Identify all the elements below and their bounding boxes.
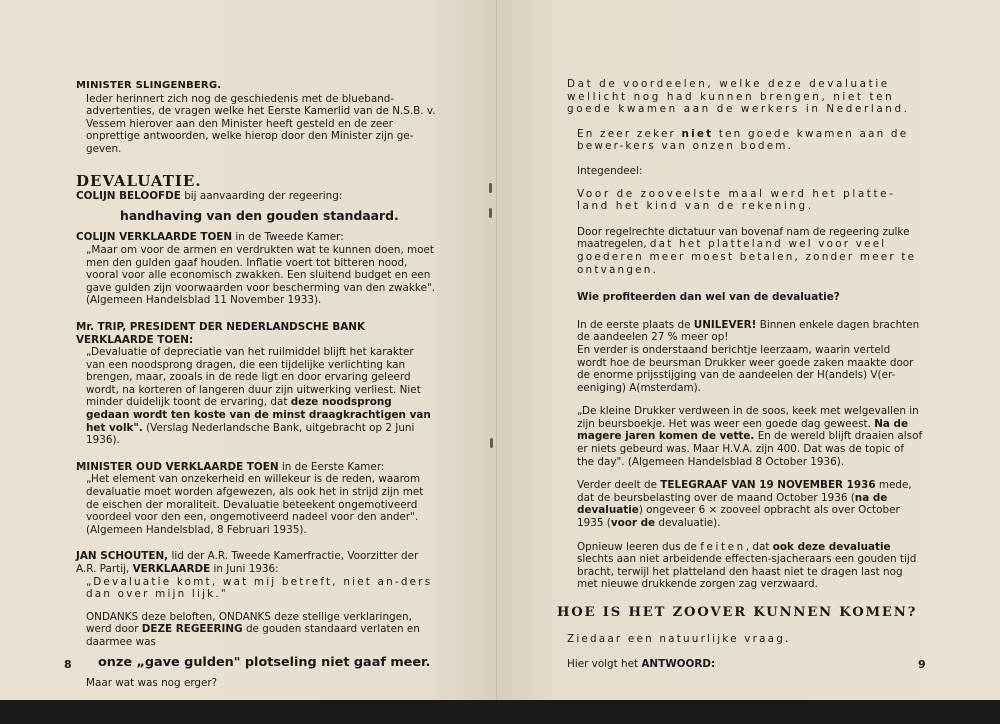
integendeel: Integendeel:: [577, 164, 643, 177]
right-p1: Dat de voordeelen, welke deze devaluatie wellicht nog had kunnen brengen, niet ten goede kwamen aan de werkers in Nederland.: [567, 78, 910, 116]
right-p8-bold: ook deze devaluatie: [772, 540, 891, 553]
ondanks-a: ONDANKS deze beloften, ONDANKS deze stellige verklaringen, werd door: [86, 610, 412, 636]
right-p6-bold: Na de magere jaren komen de vette.: [577, 417, 908, 443]
trip-quote-a: „Devaluatie of depreciatie van het ruilmiddel blijft het karakter van een noodsprong dragen, die een tijdelijke verlichting kan brengen, maar, zooals in de rede ligt en door ervaring geleerd wordt, na korteren of langeren duur zijn uitwerking verliest. Niet minder duidelijk toont de ervaring, dat: [86, 346, 421, 409]
right-p5: [567, 319, 923, 344]
closing-question: Maar wat was nog erger?: [86, 677, 218, 690]
right-p8-b: , dat: [745, 540, 773, 553]
section-title: DEVALUATIE.: [76, 171, 202, 190]
schouten-rest: lid der A.R. Tweede Kamerfractie, Voorzitter der A.R. Partij,: [76, 550, 419, 575]
left-page-text: [76, 80, 436, 690]
telegraaf: TELEGRAAF VAN 19 NOVEMBER 1936: [660, 479, 876, 492]
right-p2-b: ten goede kwamen aan de bewer-kers van onzen bodem.: [577, 127, 909, 153]
schouten-heading: [76, 550, 436, 575]
colijn2-rest: in de Tweede Kamer:: [232, 231, 344, 244]
right-p3: Voor de zooveelste maal werd het platte-land het kind van de rekening.: [577, 187, 896, 213]
left-page: [0, 0, 497, 700]
oud-heading: [76, 461, 436, 474]
right-p6-a: „De kleine Drukker verdween in de soos, keek met welgevallen in zijn beursboekje. Het was weer een goede dag geweest.: [577, 405, 919, 430]
ondanks-bold: DEZE REGEERING: [141, 623, 243, 636]
page-number-left: 8: [64, 658, 72, 671]
colijn-promise-line: [76, 190, 436, 203]
right-p5c: En verder is onderstaand berichtje leerzaam, waarin verteld wordt hoe de beursman Drukker weer goede zaken maakte door de enorme prijsstijging van de aandeelen der H(andels) V(er-eeniging) A(msterdam).: [577, 343, 914, 394]
schouten-quote: „Devaluatie komt, wat mij betreft, niet an-ders dan over mijn lijk.": [86, 575, 433, 601]
trip-heading-1: Mr. TRIP, PRESIDENT DER NEDERLANDSCHE BANK: [76, 320, 366, 333]
right-p8-feiten: feiten: [700, 540, 746, 553]
right-page-text: [557, 78, 923, 671]
colijn-rest: bij aanvaarding der regeering:: [180, 190, 343, 203]
schouten-date: in Juni 1936:: [210, 563, 279, 575]
oud-quote: „Het element van onzekerheid en willekeur is de reden, waarom devaluatie moet worden afgewezen, als ook het in strijd zijn met de eischen der moraliteit. Devaluatie beteekent ongemotiveerd voordeel voor den een, ongemotiveerd nadeel voor den ander". (Algemeen Handelsblad, 8 Februari 1935).: [86, 473, 424, 536]
minister-heading: MINISTER SLINGENBERG.: [76, 80, 222, 91]
gold-standard-promise: handhaving van den gouden standaard.: [120, 207, 399, 223]
colijn-quote: „Maar om voor de armen en verdrukten wat te kunnen doen, moet men den gulden gaaf houden. Inflatie voert tot bitteren nood, vooral voor alle economisch zwakken. Een sluitend budget en een gave gulden zijn voorwaarden voor bescherming van den zwakke". (Algemeen Handelsblad 11 November 1933).: [86, 243, 436, 307]
right-p7-d: devaluatie).: [655, 517, 721, 530]
ondanks-b: de gouden standaard verlaten en daarmee was: [86, 623, 420, 648]
right-p6: [567, 405, 923, 468]
gulden-line: onze „gave gulden" plotseling niet gaaf meer.: [98, 654, 431, 670]
colijn2-name: COLIJN VERKLAARDE TOEN: [76, 231, 233, 244]
binding-mark: [489, 183, 492, 193]
right-p7-bold3: voor de: [610, 517, 656, 530]
right-p10-a: Hier volgt het: [567, 658, 642, 671]
binding-mark: [489, 208, 492, 218]
right-p7-a: Verder deelt de: [577, 479, 661, 492]
right-p7-c: ) ongeveer 6 × zooveel opbracht als over October 1935 (: [577, 504, 900, 530]
antwoord: ANTWOORD:: [641, 658, 716, 671]
colijn-statement-line: [76, 231, 436, 244]
binding-mark: [490, 438, 493, 448]
right-p2: [567, 128, 923, 153]
ondanks-paragraph: [76, 611, 436, 649]
trip-quote-bold: deze noodsprong gedaan wordt ten koste van de minst draagkrachtigen van het volk".: [86, 396, 431, 434]
trip-quote: [76, 346, 436, 447]
right-p8: [567, 541, 923, 591]
right-p5-b: Binnen enkele dagen brachten de aandeelen 27 % meer op!: [577, 318, 920, 344]
question-heading: Wie profiteerden dan wel van de devaluatie?: [577, 291, 840, 304]
right-p5-a: In de eerste plaats de: [577, 318, 694, 331]
colijn-name: COLIJN BELOOFDE: [76, 190, 181, 203]
trip-quote-source: (Verslag Nederlandsche Bank, uitgebracht op 2 Juni 1936).: [86, 421, 415, 447]
closing-heading: HOE IS HET ZOOVER KUNNEN KOMEN?: [557, 605, 918, 620]
right-p7-bold2: na de devaluatie: [577, 491, 888, 517]
right-p4-a: Door regelrechte dictatuur van bovenaf nam de regeering zulke maatregelen,: [577, 225, 910, 251]
page-number-right: 9: [918, 658, 926, 671]
schouten-name: JAN SCHOUTEN,: [76, 550, 169, 563]
right-p8-a: Opnieuw leeren dus de: [577, 540, 701, 553]
right-p8-c: slechts aan niet arbeidende effecten-sjacheraars een gouden tijd bracht, terwijl het platteland den haast niet te dragen last nog met nieuwe drukkende zorgen zag verzwaard.: [577, 553, 917, 591]
unilever: UNILEVER!: [693, 318, 757, 331]
right-p2-bold: niet: [681, 127, 714, 140]
schouten-verb: VERKLAARDE: [132, 563, 211, 575]
right-p6-b: En de wereld blijft draaien alsof er niets gebeurd was. Maar H.V.A. zijn 400. Dat was de topic of the day". (Algemeen Handelsblad 8 October 1936).: [577, 430, 923, 468]
right-p10: [567, 658, 923, 671]
oud-rest: in de Eerste Kamer:: [278, 460, 385, 473]
right-page: [497, 0, 1000, 700]
right-p4-b: dat het platteland wel voor veel goederen meer moest betalen, zonder meer te ontvangen.: [577, 238, 917, 276]
trip-heading-2: VERKLAARDE TOEN:: [76, 333, 194, 346]
minister-paragraph: Ieder herinnert zich nog de geschiedenis met de blueband-advertenties, de vragen welke het Eerste Kamerlid van de N.S.B. v. Vessem hierover aan den Minister heeft gesteld en de zeer onprettige antwoorden, welke hierop door den Minister zijn ge-geven.: [86, 92, 436, 155]
oud-name: MINISTER OUD VERKLAARDE TOEN: [76, 460, 279, 473]
right-p2-a: En zeer zeker: [577, 127, 682, 140]
right-p7: [567, 479, 923, 529]
right-p4: [567, 226, 923, 276]
right-p7-b: mede, dat de beursbelasting over de maand October 1936 (: [577, 479, 912, 504]
right-p9: Ziedaar een natuurlijke vraag.: [567, 632, 791, 645]
